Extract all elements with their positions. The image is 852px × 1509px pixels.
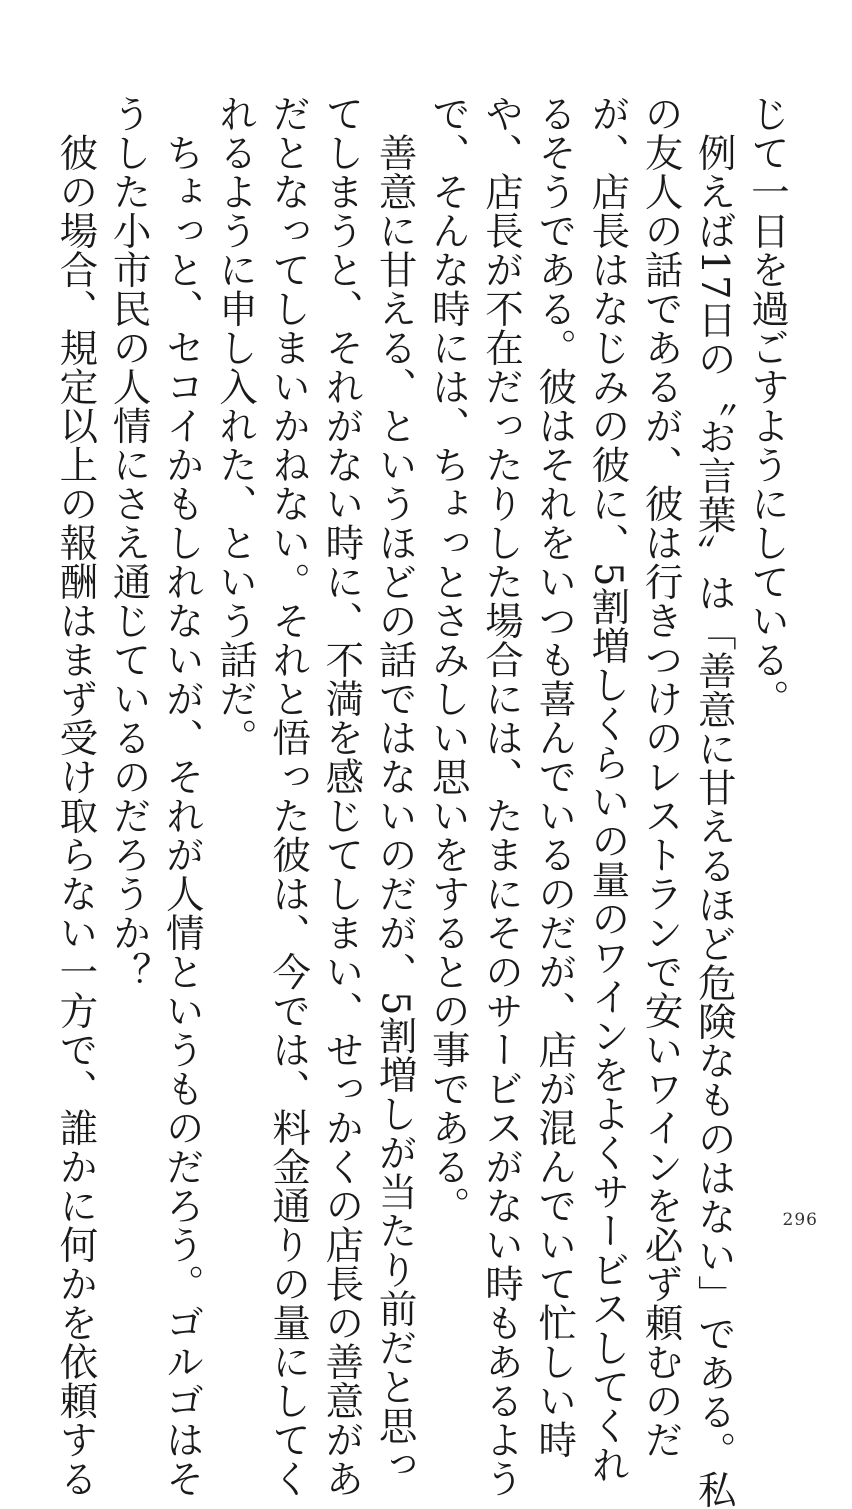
text-line: や、店長が不在だったりした場合には、たまにそのサービスがない時もあるよう — [478, 94, 524, 1498]
vertical-text-block — [49, 94, 794, 1509]
page-number: 296 — [782, 1210, 818, 1230]
text-line: だとなってしまいかねない。それと悟った彼は、今では、料金通りの量にしてく — [266, 94, 312, 1498]
text-line: の友人の話であるが、彼は行きつけのレストランで安いワインを必ず頼むのだ — [638, 94, 684, 1459]
text-line: うした小市民の人情にさえ通じているのだろうか？ — [106, 94, 152, 991]
text-line: 善意に甘える、というほどの話ではないのだが、5割増しが当たり前だと思っ — [372, 94, 418, 1484]
text-line: 例えば17日の〝お言葉〟は「善意に甘えるほど危険なものはない」である。私 — [691, 94, 737, 1509]
text-line: じて一日を過ごすようにしている。 — [745, 94, 790, 718]
text-line: るそうである。彼はそれをいつも喜んでいるのだが、店が混んでいて忙しい時 — [532, 94, 578, 1459]
text-line: れるように申し入れた、という話だ。 — [212, 94, 258, 757]
text-line: が、店長はなじみの彼に、5割増しくらいの量のワインをよくサービスしてくれ — [585, 94, 631, 1484]
text-line: てしまうと、それがない時に、不満を感じてしまい、せっかくの店長の善意があ — [319, 94, 365, 1498]
text-line: 彼の場合、規定以上の報酬はまず受け取らない一方で、誰かに何かを依頼する — [53, 94, 99, 1498]
text-line: ちょっと、セコイかもしれないが、それが人情というものだろう。ゴルゴはそ — [159, 94, 205, 1498]
text-line: で、そんな時には、ちょっとさみしい思いをするとの事である。 — [425, 94, 471, 1225]
